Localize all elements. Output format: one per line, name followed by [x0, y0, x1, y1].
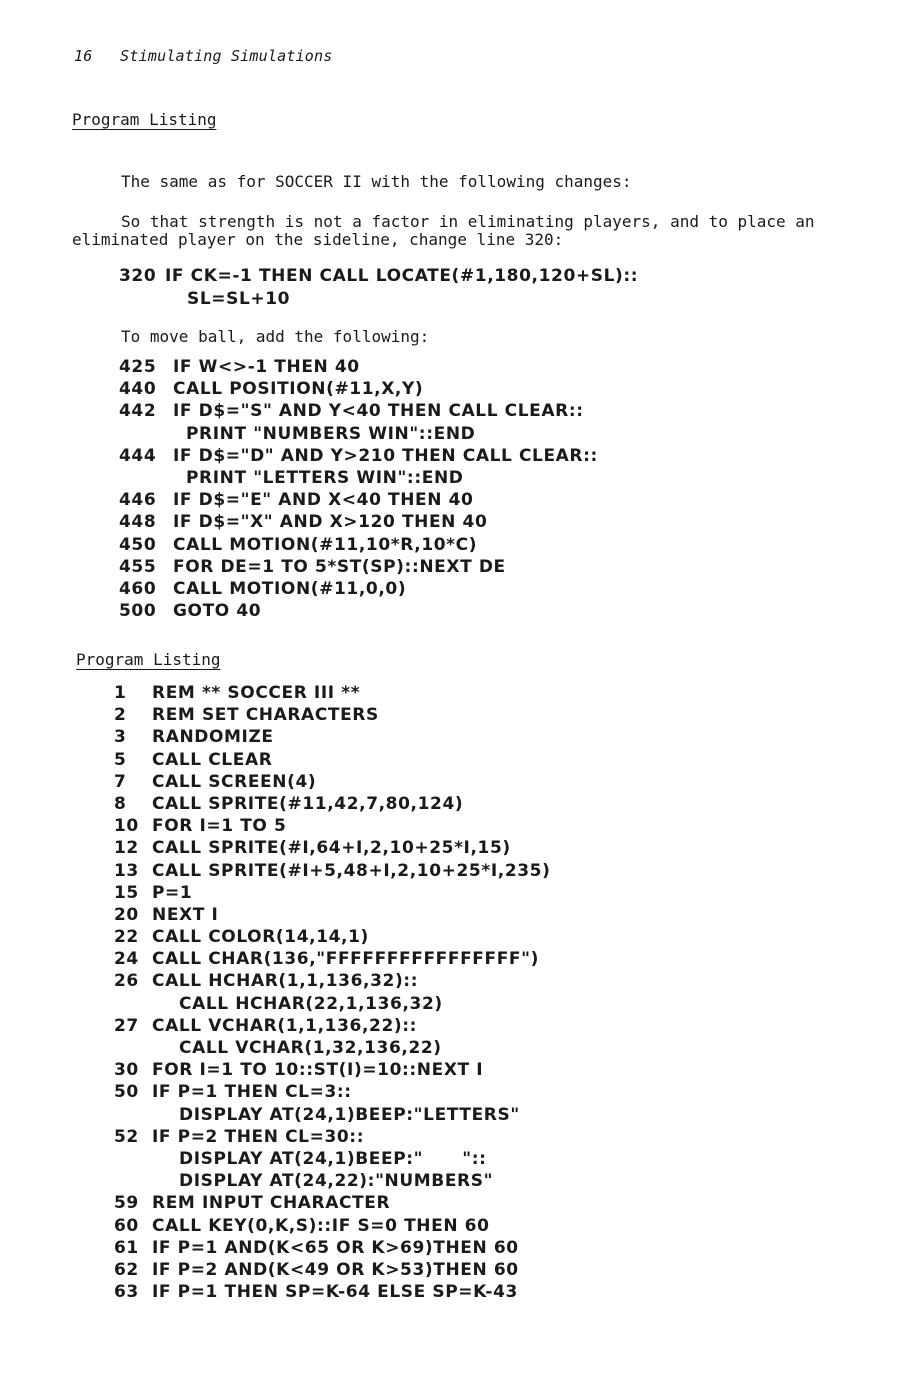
code-text: NEXT I	[152, 904, 219, 925]
code-line-320-cont: SL=SL+10	[187, 289, 291, 309]
line-number: 7	[114, 771, 127, 792]
code-line	[114, 1104, 550, 1126]
code-line	[114, 926, 550, 948]
line-number: 30	[114, 1060, 139, 1081]
code-line-320	[119, 266, 638, 286]
code-line	[114, 970, 550, 992]
section-heading-1: Program Listing	[72, 110, 217, 129]
code-line	[119, 511, 598, 533]
code-text: DISPLAY AT(24,1)BEEP:" "::	[179, 1148, 487, 1169]
code-text: IF P=1 THEN CL=3::	[152, 1082, 352, 1103]
line-number: 59	[114, 1193, 139, 1214]
line-number: 50	[114, 1082, 139, 1103]
line-number: 448	[119, 512, 157, 533]
code-line	[114, 1170, 550, 1192]
line-number: 8	[114, 793, 127, 814]
code-text: REM SET CHARACTERS	[152, 705, 379, 726]
code-text: FOR DE=1 TO 5*ST(SP)::NEXT DE	[173, 556, 506, 577]
line-number: 500	[119, 601, 157, 622]
line-number: 450	[119, 534, 157, 555]
line-number: 440	[119, 379, 157, 400]
code-line	[119, 489, 598, 511]
running-header	[74, 47, 332, 65]
code-text: IF D$="X" AND X>120 THEN 40	[173, 512, 488, 533]
code-text: CALL POSITION(#11,X,Y)	[173, 379, 424, 400]
code-line	[114, 1281, 550, 1303]
move-ball-text: To move ball, add the following:	[121, 327, 430, 346]
code-line	[114, 793, 550, 815]
code-text: CALL MOTION(#11,10*R,10*C)	[173, 534, 478, 555]
code-text: CALL COLOR(14,14,1)	[152, 927, 369, 948]
code-line	[114, 948, 550, 970]
code-listing-changes	[119, 356, 598, 622]
code-text: FOR I=1 TO 10::ST(I)=10::NEXT I	[152, 1060, 484, 1081]
code-line	[114, 1126, 550, 1148]
code-text: CALL CHAR(136,"FFFFFFFFFFFFFFFF")	[152, 949, 539, 970]
line-number: 460	[119, 578, 157, 599]
code-line	[119, 578, 598, 600]
code-line	[114, 1037, 550, 1059]
code-text: PRINT "LETTERS WIN"::END	[186, 467, 464, 488]
paragraph-line-2: eliminated player on the sideline, change line 320:	[72, 230, 564, 249]
code-line	[119, 356, 598, 378]
code-line	[114, 771, 550, 793]
code-line	[114, 993, 550, 1015]
code-line	[114, 837, 550, 859]
line-number: 12	[114, 838, 139, 859]
line-number: 10	[114, 816, 139, 837]
code-line	[119, 556, 598, 578]
line-number: 62	[114, 1259, 139, 1280]
line-number: 61	[114, 1237, 139, 1258]
code-text: IF W<>-1 THEN 40	[173, 357, 360, 377]
code-line	[114, 682, 550, 704]
code-line	[119, 423, 598, 445]
code-text: IF D$="E" AND X<40 THEN 40	[173, 490, 474, 511]
running-title: Stimulating Simulations	[120, 47, 333, 65]
code-line	[114, 726, 550, 748]
line-number: 60	[114, 1215, 139, 1236]
code-line	[114, 1081, 550, 1103]
code-text: RANDOMIZE	[152, 727, 274, 748]
code-line	[119, 467, 598, 489]
line-number: 425	[119, 357, 157, 377]
intro-text: The same as for SOCCER II with the following changes:	[121, 172, 632, 191]
line-number: 444	[119, 445, 157, 466]
code-text: CALL MOTION(#11,0,0)	[173, 578, 407, 599]
code-text: CALL SPRITE(#11,42,7,80,124)	[152, 793, 464, 814]
code-text: CALL CLEAR	[152, 749, 273, 770]
code-text: DISPLAY AT(24,22):"NUMBERS"	[179, 1171, 494, 1192]
code-text: FOR I=1 TO 5	[152, 816, 287, 837]
line-number: 320	[119, 266, 157, 286]
code-listing-full	[114, 682, 550, 1303]
code-line	[114, 882, 550, 904]
code-text: IF D$="S" AND Y<40 THEN CALL CLEAR::	[173, 401, 584, 422]
code-text: REM INPUT CHARACTER	[152, 1193, 391, 1214]
section-heading-2: Program Listing	[76, 650, 221, 669]
code-line	[114, 1192, 550, 1214]
code-line	[119, 534, 598, 556]
code-line	[114, 1215, 550, 1237]
code-text: P=1	[152, 882, 193, 903]
line-number: 15	[114, 882, 139, 903]
code-line	[119, 400, 598, 422]
paragraph-line-1: So that strength is not a factor in eliminating players, and to place an	[121, 212, 815, 231]
code-text: IF P=2 AND(K<49 OR K>53)THEN 60	[152, 1259, 519, 1280]
code-text: IF CK=-1 THEN CALL LOCATE(#1,180,120+SL)::	[165, 266, 639, 286]
line-number: 52	[114, 1126, 139, 1147]
code-text: PRINT "NUMBERS WIN"::END	[186, 423, 476, 444]
code-text: IF P=2 THEN CL=30::	[152, 1126, 365, 1147]
code-text: CALL HCHAR(22,1,136,32)	[179, 993, 443, 1014]
code-text: GOTO 40	[173, 601, 262, 622]
line-number: 22	[114, 927, 139, 948]
code-line	[114, 1059, 550, 1081]
code-text: DISPLAY AT(24,1)BEEP:"LETTERS"	[179, 1104, 520, 1125]
code-text: CALL VCHAR(1,1,136,22)::	[152, 1015, 418, 1036]
code-line	[119, 445, 598, 467]
line-number: 24	[114, 949, 139, 970]
line-number: 2	[114, 705, 127, 726]
code-line	[114, 815, 550, 837]
line-number: 1	[114, 683, 127, 703]
code-text: CALL VCHAR(1,32,136,22)	[179, 1038, 442, 1058]
code-line	[114, 904, 550, 926]
code-text: CALL SCREEN(4)	[152, 771, 317, 792]
line-number: 26	[114, 971, 139, 992]
line-number: 442	[119, 401, 157, 422]
line-number: 13	[114, 860, 139, 881]
code-text: CALL SPRITE(#I,64+I,2,10+25*I,15)	[152, 838, 511, 859]
line-number: 446	[119, 490, 157, 511]
code-line	[119, 378, 598, 400]
code-line	[119, 600, 598, 622]
page-number: 16	[74, 47, 93, 65]
line-number: 455	[119, 556, 157, 577]
code-line	[114, 1237, 550, 1259]
code-line	[114, 1148, 550, 1170]
code-text: IF D$="D" AND Y>210 THEN CALL CLEAR::	[173, 445, 598, 466]
line-number: 5	[114, 749, 127, 770]
code-text: CALL KEY(0,K,S)::IF S=0 THEN 60	[152, 1215, 490, 1236]
code-text: CALL SPRITE(#I+5,48+I,2,10+25*I,235)	[152, 860, 551, 881]
line-number: 20	[114, 904, 139, 925]
code-line	[114, 749, 550, 771]
code-text: REM ** SOCCER III **	[152, 683, 361, 703]
code-text: IF P=1 THEN SP=K-64 ELSE SP=K-43	[152, 1282, 518, 1303]
code-line	[114, 1015, 550, 1037]
line-number: 63	[114, 1282, 139, 1303]
code-text: IF P=1 AND(K<65 OR K>69)THEN 60	[152, 1237, 519, 1258]
code-line	[114, 704, 550, 726]
line-number: 27	[114, 1015, 139, 1036]
code-line	[114, 1259, 550, 1281]
line-number: 3	[114, 727, 127, 748]
code-line	[114, 860, 550, 882]
code-text: CALL HCHAR(1,1,136,32)::	[152, 971, 419, 992]
